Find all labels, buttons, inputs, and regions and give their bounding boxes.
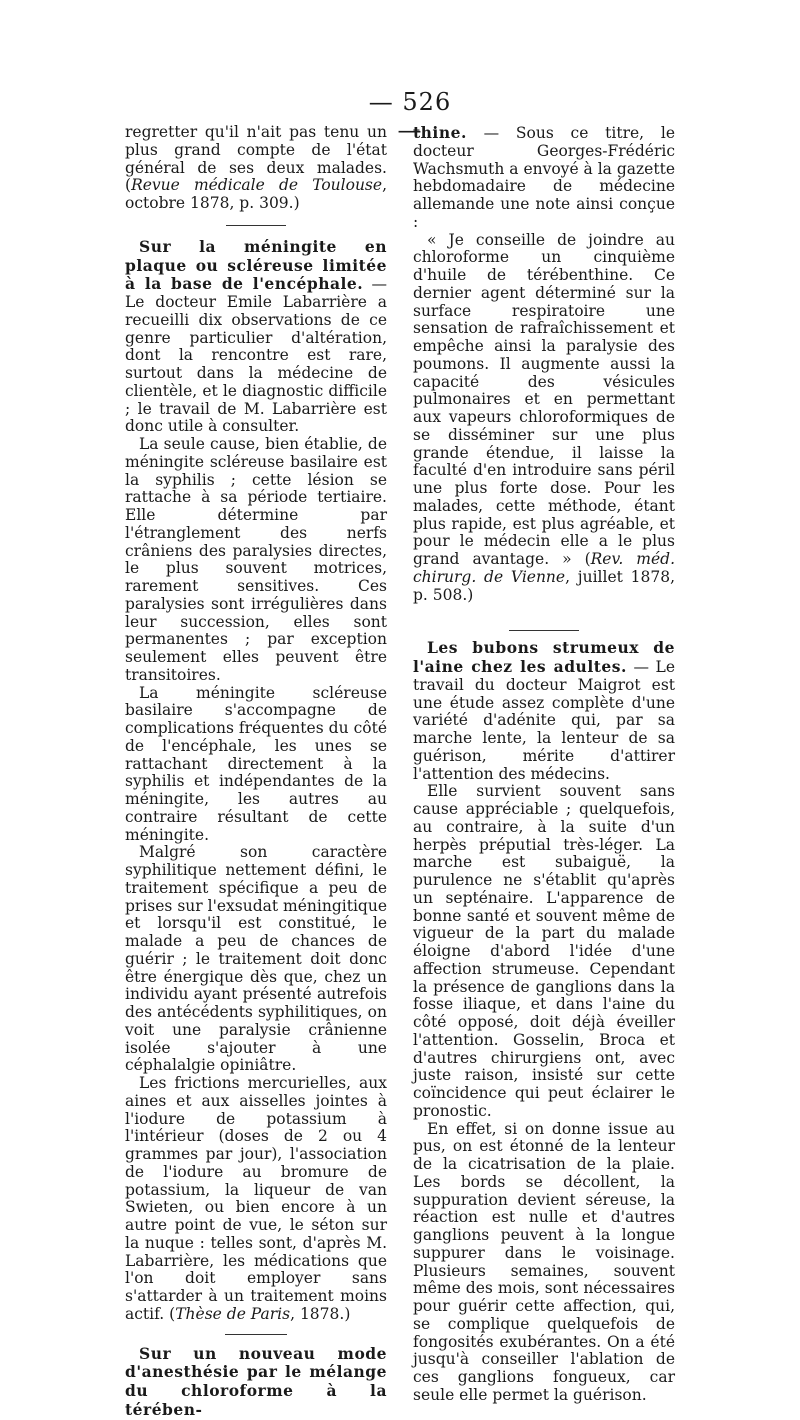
paragraph-continued: regretter qu'il n'ait pas tenu un plus grand compte de l'état général de ses deux malades. (Revue médicale de Toulouse, octobre 1878, p. 309.) [125,123,387,212]
page-number: — 526 — [368,88,452,144]
right-column [413,124,675,1405]
article-title: Les bubons strumeux de l'aine chez les adultes. [413,638,675,676]
section-divider [226,225,286,226]
paragraph: Elle survient souvent sans cause appréciable ; quelquefois, au contraire, à la suite d'un herpès préputial très-léger. La marche est subaiguë, la purulence ne s'établit qu'après un septénaire. L'apparence de bonne santé et souvent même de vigueur de la part du malade éloigne d'abord l'idée d'une affection strumeuse. Cependant la présence de ganglions dans la fosse iliaque, et dans l'aine du côté opposé, doit déjà éveiller l'attention. Gosselin, Broca et d'autres chirurgiens ont, avec juste raison, insisté sur cette coïncidence qui peut éclairer le pronostic. [413,782,675,1120]
quote: « Je conseille de joindre au chloroforme un cinquième d'huile de térébenthine. Ce dernier agent déterminé sur la surface respiratoire une sensation de rafraîchissement et empêche ainsi la paralysie des poumons. Il augmente aussi la capacité des vésicules pulmonaires et en permettant aux vapeurs chloroformiques de se disséminer sur une plus grande étendue, il laisse la faculté d'en introduire sans péril une plus forte dose. Pour les malades, cette méthode, étant plus rapide, est plus agréable, et pour le médecin elle a le plus grand avantage. » (Rev. méd. chirurg. de Vienne, juillet 1878, p. 508.) [413,230,675,604]
paragraph: Malgré son caractère syphilitique nettement défini, le traitement spécifique a peu de prises sur l'exsudat méningitique et lorsqu'il est constitué, le malade a peu de chances de guérir ; le traitement doit donc être énergique dès que, chez un individu ayant présenté autrefois des antécédents syphilitiques, on voit une paralysie crânienne isolée s'ajouter à une céphalalgie opiniâtre. [125,843,387,1075]
article-title-end: thine. [413,123,467,142]
article-title: Sur la méningite en plaque ou scléreuse limitée à la base de l'encéphale. [125,236,387,294]
left-column [125,124,387,1420]
citation-title: Rev. méd. chirurg. de Vienne [413,550,675,586]
article-bubons: Les bubons strumeux de l'aine chez les adultes. — Le travail du docteur Maigrot est une étude assez complète d'une variété d'adénite qui, par sa marche lente, la lenteur de sa guérison, mérite d'attirer l'attention des médecins. [413,638,675,783]
article-meningite: Sur la méningite en plaque ou scléreuse limitée à la base de l'encéphale. — Le docteur Emile Labarrière a recueilli dix observations de ce genre particulier d'altération, dont la rencontre est rare, surtout dans la médecine de clientèle, et le diagnostic difficile ; le travail de M. Labarrière est donc utile à consulter. [125,236,387,436]
article-title: Sur un nouveau mode d'anesthésie par le mélange du chloroforme à la térében- [125,1343,387,1419]
section-divider [509,630,579,631]
paragraph: En effet, si on donne issue au pus, on est étonné de la lenteur de la cicatrisation de la plaie. Les bords se décollent, la suppuration devient séreuse, la réaction est nulle et d'autres ganglions peuvent à la longue suppurer dans le voisinage. Plusieurs semaines, souvent même des mois, sont nécessaires pour guérir cette affection, qui, se complique quelquefois de fongosités exubérantes. On a été jusqu'à conseiller l'ablation de ces ganglions fongueux, car seule elle permet la guérison. [413,1119,675,1404]
citation-title: Thèse de Paris [175,1304,291,1323]
citation-title: Revue médicale de Toulouse [131,176,383,195]
article-anesthesie: thine. — Sous ce titre, le docteur Georges-Frédéric Wachsmuth a envoyé à la gazette hebdomadaire de médecine allemande une note ainsi conçue : [413,123,675,231]
paragraph: Les frictions mercurielles, aux aines et aux aisselles jointes à l'iodure de potassium à l'intérieur (doses de 2 ou 4 grammes par jour), l'association de l'iodure au bromure de potassium, la liqueur de van Swieten, ou bien encore à un autre point de vue, le séton sur la nuque : telles sont, d'après M. Labarrière, les médications que l'on doit employer sans s'attarder à un traitement moins actif. (Thèse de Paris, 1878.) [125,1074,387,1323]
paragraph: La seule cause, bien établie, de méningite scléreuse basilaire est la syphilis ; cette lésion se rattache à sa période tertiaire. Elle détermine par l'étranglement des nerfs crâniens des paralysies directes, le plus souvent motrices, rarement sensitives. Ces paralysies sont irrégulières dans leur succession, elles sont permanentes ; par exception seulement elles peuvent être transitoires. [125,435,387,684]
article-anesthesie-title [125,1345,387,1420]
section-divider [225,1334,287,1335]
paragraph: La méningite scléreuse basilaire s'accompagne de complications fréquentes du côté de l'encéphale, les unes se rattachant directement à la syphilis et indépendantes de la méningite, les autres au contraire résultant de cette méningite. [125,683,387,844]
